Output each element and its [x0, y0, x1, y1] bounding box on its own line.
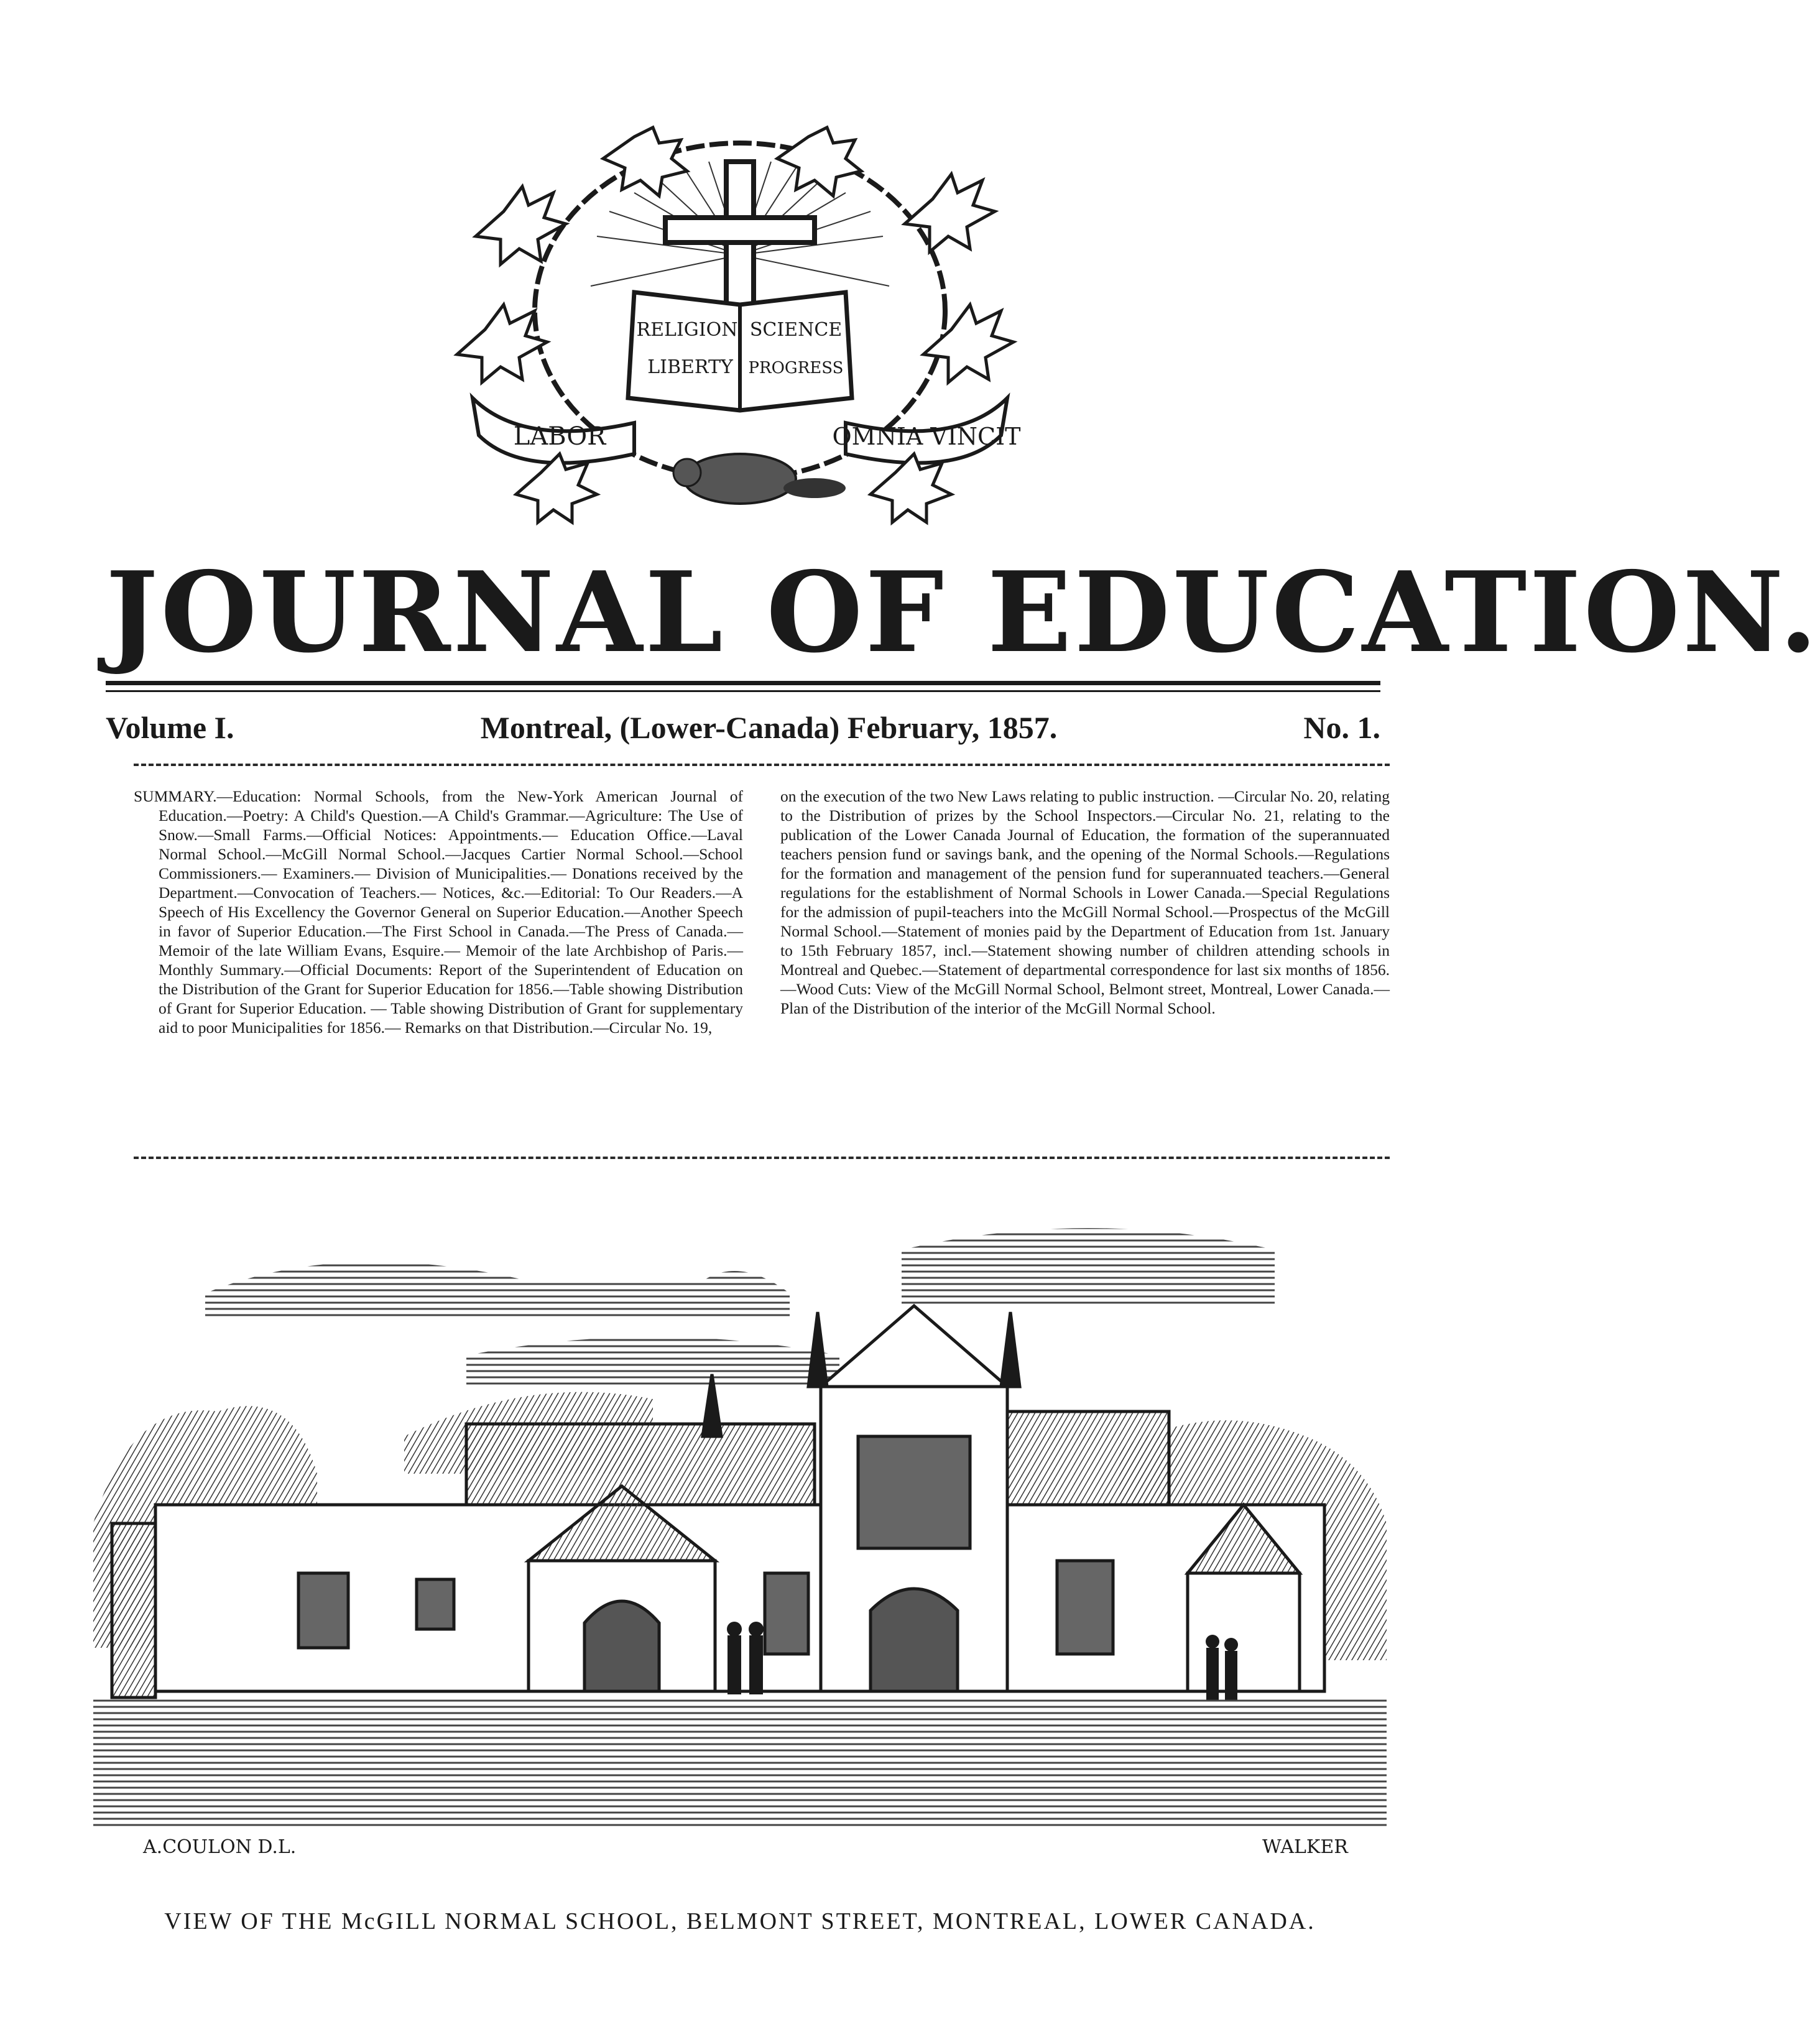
- book-label-religion: RELIGION: [636, 319, 738, 341]
- beaver-icon: [673, 454, 846, 504]
- engraver-signature-right: WALKER: [1262, 1836, 1348, 1858]
- crest-emblem: [448, 124, 1032, 547]
- sky-clouds: [205, 1228, 1275, 1387]
- engraving-caption: VIEW OF THE McGILL NORMAL SCHOOL, BELMONT STREET, MONTREAL, LOWER CANADA.: [164, 1908, 1316, 1934]
- summary-left-column: [134, 787, 743, 1135]
- ground: [93, 1698, 1387, 1828]
- masthead-rule-thick: [106, 681, 1380, 685]
- ribbon-motto-right: OMNIA VINCIT: [832, 423, 1021, 450]
- book-label-progress: PROGRESS: [748, 359, 844, 377]
- issue-number-label: No. 1.: [1303, 710, 1380, 745]
- summary-rule: [134, 1157, 1390, 1159]
- summary-right-column: [780, 787, 1390, 1135]
- mcgill-normal-school-engraving: [93, 1213, 1387, 1878]
- issue-rule: [134, 764, 1390, 766]
- book-label-liberty: LIBERTY: [647, 356, 733, 378]
- open-book-icon: [628, 292, 852, 410]
- masthead-title: JOURNAL OF EDUCATION.: [106, 547, 1820, 677]
- place-date-label: Montreal, (Lower-Canada) February, 1857.: [480, 710, 1058, 745]
- volume-label: Volume I.: [106, 710, 234, 745]
- summary-right-text: on the execution of the two New Laws relating to public instruction. —Circular No. 20, relating to the Distribution of prizes by the School Inspectors.—Circular No. 21, relating to the publication of the Lower Canada Journal of Education, the formation of the superannuated teachers pension fund or savings bank, and the opening of the Normal Schools.—Regulations for the formation and management of the pension fund for superannuated teachers.—General regulations for the establishment of Normal Schools in Lower Canada.—Special Regulations for the admission of pupil-teachers into the McGill Normal School.—Prospectus of the McGill Normal School.—Statement of monies paid by the Department of Education from 1st. January to 15th February 1857, incl.—Statement showing number of children attending schools in Montreal and Quebec.—Statement of departmental correspondence for last six months of 1856.—Wood Cuts: View of the McGill Normal School, Belmont street, Montreal, Lower Canada.—Plan of the Distribution of the interior of the McGill Normal School.: [780, 787, 1390, 1017]
- issue-line: [106, 700, 1380, 755]
- summary-block: [134, 787, 1390, 1135]
- engraver-signature-left: A.COULON D.L.: [143, 1836, 297, 1858]
- summary-left-text: SUMMARY.—Education: Normal Schools, from the New-York American Journal of Education.—Poetry: A Child's Question.—A Child's Grammar.—Agriculture: The Use of Snow.—Small Farms.—Official Notices: Appointments.— Education Office.—Laval Normal School.—McGill Normal School.—Jacques Cartier Normal School.—School Commissioners.— Examiners.— Division of Municipalities.— Donations received by the Department.—Convocation of Teachers.— Notices, &c.—Editorial: To Our Readers.—A Speech of His Excellency the Governor General on Superior Education.—Another Speech in favor of Superior Education.—The First School in Canada.—The Press of Canada.—Memoir of the late William Evans, Esquire.— Memoir of the late Archbishop of Paris.—Monthly Summary.—Official Documents: Report of the Superintendent of Education on the Distribution of the Grant for Superior Education for 1856.—Table showing Distribution of Grant for Superior Education. — Table showing Distribution of Grant for supplementary aid to poor Municipalities for 1856.— Remarks on that Distribution.—Circular No. 19,: [134, 787, 743, 1037]
- book-label-science: SCIENCE: [749, 319, 843, 341]
- masthead-rule-thin: [106, 690, 1380, 692]
- ribbon-motto-left: LABOR: [513, 422, 606, 451]
